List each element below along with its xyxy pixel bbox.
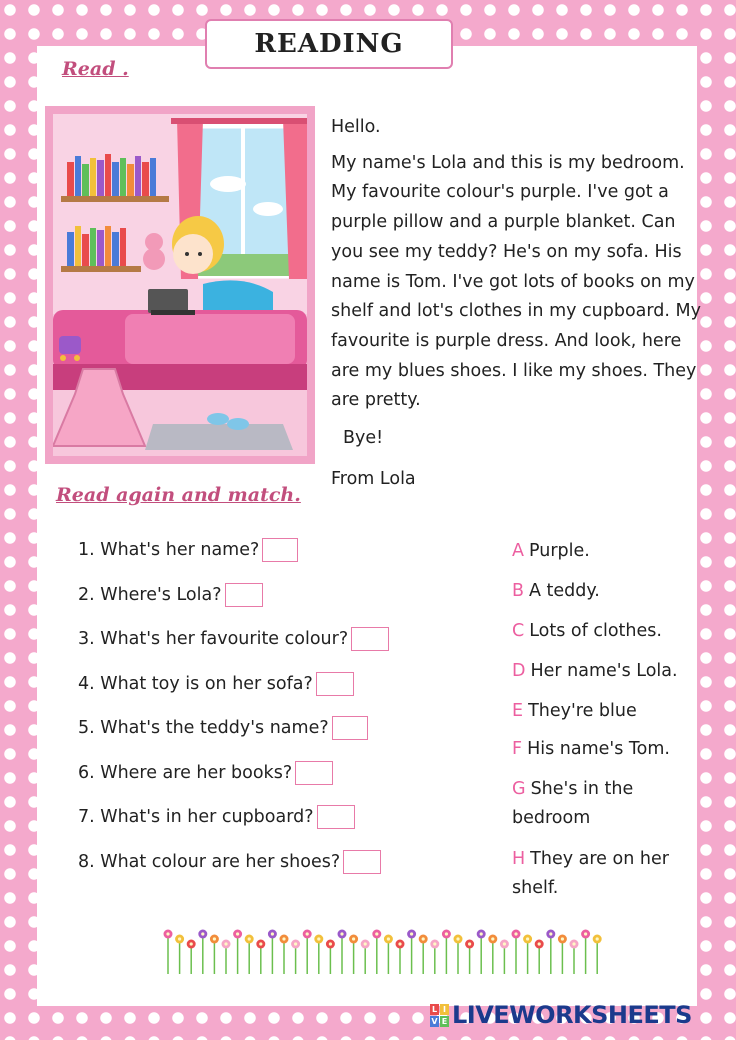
answer-letter: H	[512, 849, 526, 869]
question-text: 2. Where's Lola?	[78, 585, 222, 605]
logo-mark	[430, 1004, 449, 1027]
question-text: 8. What colour are her shoes?	[78, 852, 341, 872]
letter-bye: Bye!	[343, 428, 384, 448]
answer-text: Purple.	[528, 541, 590, 561]
answer-letter: F	[512, 739, 523, 759]
answer-letter: E	[512, 701, 524, 721]
answer-option-h	[512, 845, 687, 903]
answer-letter: B	[512, 581, 525, 601]
question-1	[78, 538, 298, 562]
answer-option-c	[512, 617, 697, 646]
logo-letter: E	[441, 1016, 448, 1026]
answer-box[interactable]	[332, 716, 368, 740]
bedroom-illustration	[45, 106, 315, 464]
answer-text: They're blue	[528, 701, 637, 721]
question-2	[78, 583, 263, 607]
answer-box[interactable]	[225, 583, 263, 607]
answer-option-d	[512, 657, 697, 686]
read-heading: Read .	[62, 58, 129, 80]
answer-option-e	[512, 697, 697, 726]
title-banner	[205, 19, 453, 69]
answer-text: A teddy.	[529, 581, 600, 601]
answer-option-b	[512, 577, 697, 606]
letter-signoff: From Lola	[331, 469, 416, 489]
page-title: READING	[254, 29, 404, 59]
bedroom-picture	[53, 114, 307, 456]
question-text: 5. What's the teddy's name?	[78, 718, 329, 738]
question-5	[78, 716, 368, 740]
question-6	[78, 761, 333, 785]
answer-box[interactable]	[317, 805, 355, 829]
logo-letter: I	[440, 1004, 449, 1015]
question-3	[78, 627, 389, 651]
question-text: 3. What's her favourite colour?	[78, 629, 349, 649]
answer-box[interactable]	[295, 761, 333, 785]
flower-border	[162, 922, 608, 978]
answer-option-f	[512, 735, 697, 764]
letter-text	[331, 113, 711, 416]
answer-text: Her name's Lola.	[530, 661, 678, 681]
answer-box[interactable]	[316, 672, 354, 696]
letter-body: My name's Lola and this is my bedroom. My favourite colour's purple. I've got a purple pillow and a purple blanket. Can you see my teddy? He's on my sofa. His name is Tom. I've got lots of books on my shelf and lot's clothes in my cupboard. My favourite is purple dress. And look, here are my blues shoes. I like my shoes. They are pretty.	[331, 152, 701, 411]
answer-text: Lots of clothes.	[529, 621, 662, 641]
question-7	[78, 805, 355, 829]
question-text: 1. What's her name?	[78, 540, 260, 560]
answer-box[interactable]	[351, 627, 389, 651]
answer-box[interactable]	[343, 850, 381, 874]
answer-option-g	[512, 775, 662, 833]
answer-letter: A	[512, 541, 524, 561]
answer-text: His name's Tom.	[527, 739, 670, 759]
logo-text: LIVEWORKSHEETS	[452, 1001, 692, 1029]
answer-letter: C	[512, 621, 525, 641]
answer-text: She's in the bedroom	[512, 779, 634, 828]
question-4	[78, 672, 354, 696]
liveworksheets-logo	[430, 1001, 692, 1029]
answer-letter: D	[512, 661, 526, 681]
match-heading: Read again and match.	[56, 484, 301, 506]
answer-box[interactable]	[262, 538, 298, 562]
question-8	[78, 850, 381, 874]
answer-text: They are on her shelf.	[512, 849, 669, 898]
question-text: 4. What toy is on her sofa?	[78, 674, 313, 694]
letter-greeting: Hello.	[331, 117, 381, 137]
answer-option-a	[512, 537, 697, 566]
question-text: 6. Where are her books?	[78, 763, 293, 783]
question-text: 7. What's in her cupboard?	[78, 807, 314, 827]
logo-letter: V	[431, 1016, 438, 1026]
logo-letter: L	[431, 1004, 438, 1014]
answer-letter: G	[512, 779, 526, 799]
